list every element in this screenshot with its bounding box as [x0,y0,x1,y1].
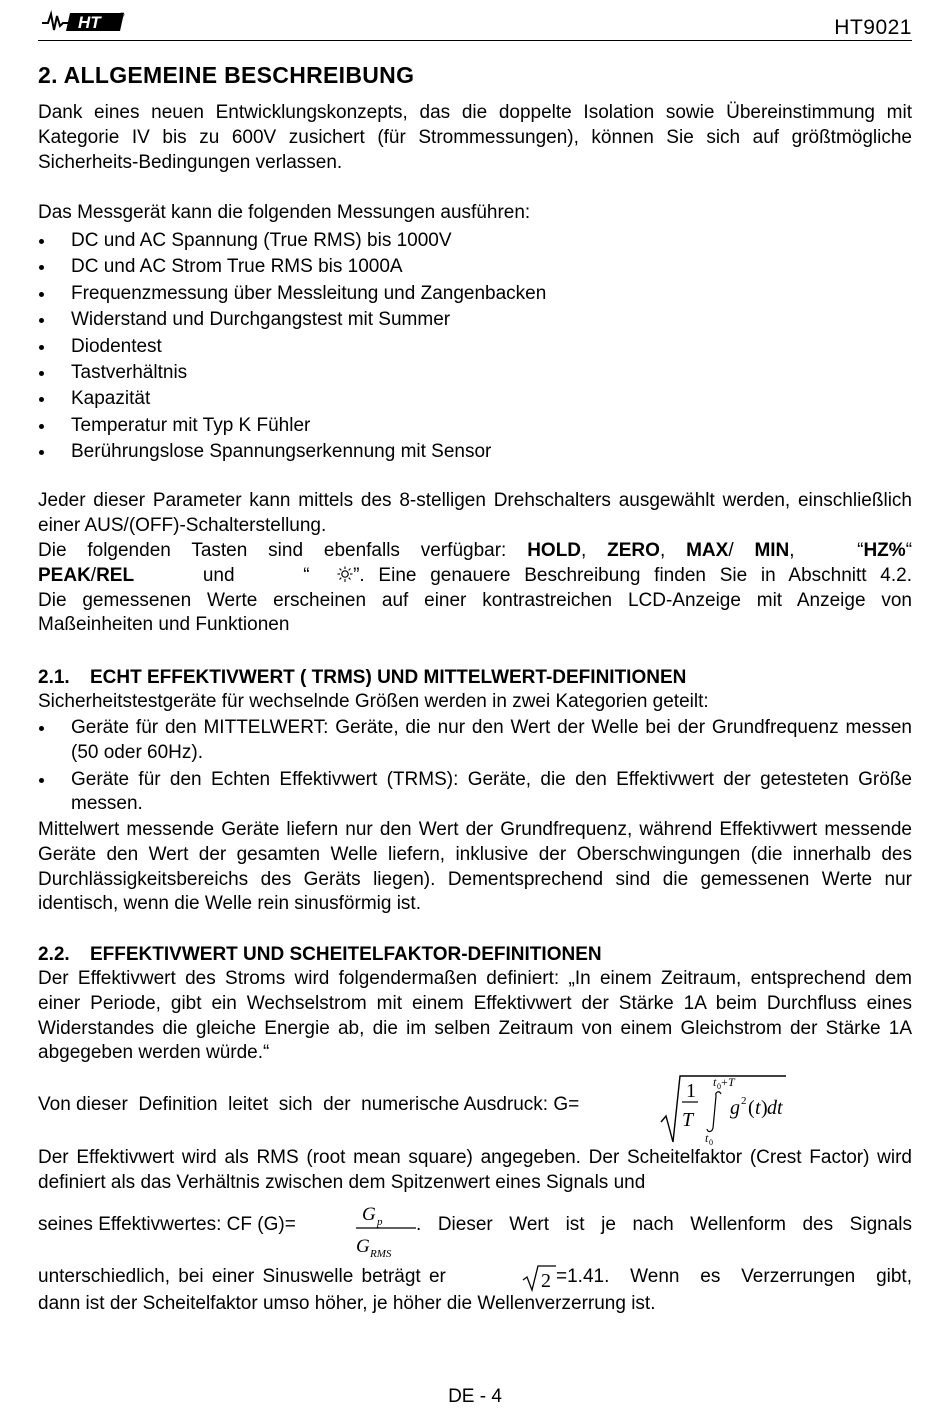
keys-paragraph: Die folgenden Tasten sind ebenfalls verfügbar: HOLD, ZERO, MAX/ MIN, “HZ%“ PEAK/REL und “ ”. Eine genauere Beschreibung finden Sie in Abschnitt 4.2. Die gemessenen Werte erscheinen auf einer kontrastreichen LCD-Anzeige mit Anzeige von Maßeinheiten und Funktionen [38,539,912,638]
svg-text:T: T [728,1075,735,1089]
svg-text:0: 0 [717,1082,721,1091]
crest-factor-closing: dann ist der Scheitelfaktor umso höher, je höher die Wellenverzerrung ist. [38,1293,656,1314]
list-item: DC und AC Strom True RMS bis 1000A [38,254,912,280]
crest-factor-paragraph: Der Effektivwert wird als RMS (root mean square) angegeben. Der Scheitelfaktor (Crest Factor) wird definiert als das Verhältnis zwischen dem Spitzenwert eines Signals und [38,1147,912,1193]
svg-text:): ) [761,1097,768,1119]
intro-paragraph: Dank eines neuen Entwicklungskonzepts, das die doppelte Isolation sowie Übereinstimmung mit Kategorie IV bis zu 600V zusichert (für Strommessungen), können Sie sich auf größtmögliche Sicherheits-Bedingungen verlassen. [38,102,912,173]
list-item: Temperatur mit Typ K Fühler [38,413,912,439]
device-category-list [38,716,912,817]
key-min: MIN [754,540,790,561]
crest-factor-row [38,1198,912,1262]
svg-text:G: G [356,1236,370,1257]
svg-text:T: T [682,1109,694,1131]
svg-text:p: p [377,1216,383,1228]
list-item: Geräte für den MITTELWERT: Geräte, die nur den Wert der Welle bei der Grundfrequenz messen (50 oder 60Hz). [38,716,912,766]
key-rel: REL [96,564,135,586]
list-item: Kapazität [38,386,912,412]
selector-paragraph: Jeder dieser Parameter kann mittels des 8-stelligen Drehschalters ausgewählt werden, einschließlich einer AUS/(OFF)-Schalterstellung. [38,490,912,536]
svg-text:t: t [705,1131,709,1145]
document-id: HT9021 [834,16,912,39]
svg-text:1: 1 [686,1080,696,1102]
list-item: DC und AC Spannung (True RMS) bis 1000V [38,228,912,254]
svg-text:dt: dt [767,1097,783,1119]
svg-text:(: ( [748,1097,755,1119]
list-item: Widerstand und Durchgangstest mit Summer [38,307,912,333]
measurements-intro: Das Messgerät kann die folgenden Messungen ausführen: [38,202,531,223]
page-header [38,6,912,41]
formula-lead: Von dieser Definition leitet sich der numerische Ausdruck: G= [38,1094,580,1115]
list-item: Berührungslose Spannungserkennung mit Sensor [38,439,912,465]
sqrt-two-symbol [522,1264,558,1292]
keys-suffix: . Eine genauere Beschreibung finden Sie in Abschnitt 4.2. [359,564,912,586]
svg-text:t: t [755,1097,761,1119]
svg-text:RMS: RMS [370,1248,392,1260]
list-item: Tastverhältnis [38,360,912,386]
rms-formula-row [38,1070,912,1150]
cf-lead: seines Effektivwertes: CF (G)= [38,1214,296,1235]
svg-text:®: ® [120,13,125,19]
svg-text:t: t [713,1075,717,1089]
key-hold: HOLD [527,540,582,561]
key-peak: PEAK [38,564,91,586]
lcd-paragraph: Die gemessenen Werte erscheinen auf einer kontrastreichen LCD-Anzeige mit Anzeige von Maßeinheiten und Funktionen [38,589,912,636]
section-2-1-paragraph: Mittelwert messende Geräte liefern nur den Wert der Grundfrequenz, während Effektivwert messende Geräte den Wert der gesamten Welle liefern, inklusive der Oberschwingungen (die innerhalb des Durchlässigkeitsbereichs des Geräts liegen). Dementsprechend sind die gemessenen Werte nur identisch, wenn die Welle rein sinusförmig ist. [38,819,912,915]
keys-and: und [202,564,235,586]
svg-text:g: g [730,1097,740,1119]
list-item: Diodentest [38,334,912,360]
svg-text:2: 2 [741,1095,747,1107]
section-2-1-intro: Sicherheitstestgeräte für wechselnde Größen werden in zwei Kategorien geteilt: [38,691,709,712]
sqrt-tail: =1.41. Wenn es Verzerrungen gibt, [556,1266,912,1287]
list-item: Geräte für den Echten Effektivwert (TRMS): Geräte, die den Effektivwert der getesteten Größe messen. [38,768,912,818]
page-number: DE - 4 [448,1386,502,1407]
key-max: MAX [686,540,729,561]
svg-text:HT: HT [78,13,101,32]
key-hz: HZ% [863,540,906,561]
measurement-list [38,228,912,466]
rms-formula [658,1070,788,1146]
backlight-icon [337,566,353,584]
ht-logo [40,10,128,34]
keys-prefix: Die folgenden Tasten sind ebenfalls verfügbar: [38,540,528,561]
svg-text:G: G [362,1204,376,1225]
list-item: Frequenzmessung über Messleitung und Zangenbacken [38,281,912,307]
section-2-2-heading: 2.2. EFFEKTIVWERT UND SCHEITELFAKTOR-DEFINITIONEN [38,944,602,965]
section-title: 2. ALLGEMEINE BESCHREIBUNG [38,62,415,88]
rms-definition-paragraph: Der Effektivwert des Stroms wird folgendermaßen definiert: „In einem Zeitraum, entsprechend dem einer Periode, gibt ein Wechselstrom mit einem Effektivwert der Stärke 1A beim Durchfluss eines Widerstandes die gleiche Energie ab, die im selben Zeitraum von einem Gleichstrom der Stärke 1A abgegeben werden würde.“ [38,968,912,1064]
section-2-1-heading: 2.1. ECHT EFFEKTIVWERT ( TRMS) UND MITTELWERT-DEFINITIONEN [38,667,687,688]
crest-factor-fraction [354,1198,420,1262]
cf-tail: . Dieser Wert ist je nach Wellenform des Signals [416,1214,912,1235]
sqrt-lead: unterschiedlich, bei einer Sinuswelle beträgt er [38,1266,446,1287]
key-zero: ZERO [607,540,660,561]
sqrt-row [38,1264,912,1292]
svg-text:+: + [721,1075,728,1089]
svg-text:2: 2 [541,1270,551,1292]
svg-text:0: 0 [709,1138,713,1146]
